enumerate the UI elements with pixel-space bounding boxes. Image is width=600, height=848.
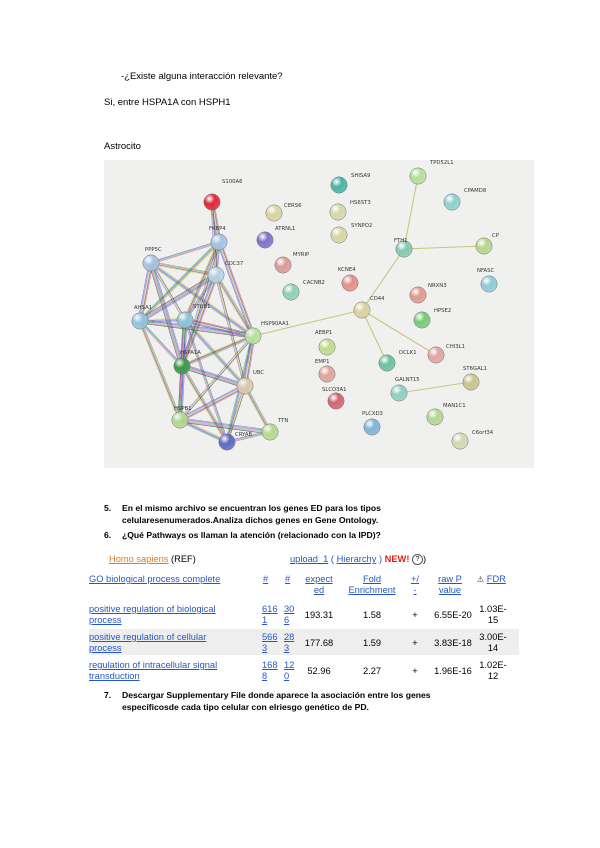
network-node-hspa1a: [174, 358, 190, 374]
upload-link[interactable]: upload_1: [290, 554, 329, 564]
fold-value: 2.27: [362, 666, 382, 676]
table-row-term[interactable]: [89, 604, 257, 626]
network-node-label: S100A6: [222, 179, 243, 185]
question-text: -¿Existe alguna interacción relevante?: [121, 71, 283, 82]
count-link[interactable]: 30: [284, 604, 295, 614]
term-link[interactable]: transduction: [89, 671, 140, 681]
hierarchy-open: (: [330, 554, 334, 564]
fdr-line: 12: [487, 671, 499, 681]
ref-count[interactable]: [262, 604, 278, 626]
network-node-label: MYRIP: [293, 252, 310, 258]
network-node-chi3l1: [428, 347, 444, 363]
network-node-nrxn3: [410, 287, 426, 303]
list-item-6: [104, 529, 381, 541]
close-paren: ): [423, 554, 427, 564]
network-node-dclk1: [379, 355, 395, 371]
list-item-7: [104, 689, 431, 713]
list-line: celularesenumerados.Analiza dichos genes en Gene Ontology.: [122, 515, 379, 525]
network-node-aebp1: [319, 339, 335, 355]
sign-value: +: [412, 666, 418, 676]
count-link[interactable]: 12: [284, 660, 295, 670]
term-link[interactable]: positive regulation of biological: [89, 604, 216, 614]
network-node-label: CRYAB: [235, 432, 253, 438]
network-node-label: HSP90AA1: [261, 321, 290, 327]
network-node-hsp90aa1: [245, 328, 261, 344]
ref-count-link[interactable]: 168: [262, 660, 278, 670]
network-node-label: KCNE4: [338, 267, 356, 273]
network-edge: [217, 243, 251, 337]
network-node-label: C6orf34: [472, 430, 494, 436]
network-node-atrnl1: [257, 232, 273, 248]
network-node-man1c1: [427, 409, 443, 425]
network-node-label: ST6GAL1: [463, 366, 488, 372]
network-edge: [139, 322, 179, 421]
network-node-cers6: [266, 205, 282, 221]
raw-p-value: 3.83E-18: [434, 638, 472, 648]
network-node-label: CERS6: [284, 203, 302, 209]
expected-value: 52.96: [307, 666, 331, 676]
header-ref-count[interactable]: #: [263, 574, 269, 584]
network-node-label: CD44: [370, 296, 385, 302]
warning-triangle-icon: ⚠: [477, 575, 485, 584]
network-node-label: ATRNL1: [275, 226, 296, 232]
fdr-value: [475, 604, 511, 626]
sign-value: +: [412, 638, 418, 648]
header-fold-line[interactable]: Fold: [362, 574, 382, 584]
network-node-myrip: [275, 257, 291, 273]
count[interactable]: [284, 604, 298, 626]
fdr-line: 15: [487, 615, 499, 625]
ref-count-link[interactable]: 3: [262, 643, 268, 653]
network-node-tpd52l1: [410, 168, 426, 184]
answer-text: Si, entre HSPA1A con HSPH1: [104, 97, 231, 108]
ref-count[interactable]: [262, 660, 278, 682]
network-node-st6gal1: [463, 374, 479, 390]
header-sign-line[interactable]: -: [413, 585, 417, 595]
term-link[interactable]: positive regulation of cellular: [89, 632, 207, 642]
network-edge: [399, 382, 471, 393]
header-sign-line[interactable]: +/: [410, 574, 419, 584]
network-node-label: FTH1: [394, 238, 408, 244]
count-link[interactable]: 28: [284, 632, 295, 642]
term-link[interactable]: process: [89, 615, 122, 625]
network-node-label: MAN1C1: [443, 403, 466, 409]
network-node-label: HSPA1A: [180, 350, 201, 356]
ref-count-link[interactable]: 8: [262, 671, 268, 681]
network-node-cd44: [354, 302, 370, 318]
network-node-plcxd3: [364, 419, 380, 435]
network-node-label: DCLK1: [399, 350, 417, 356]
header-count[interactable]: #: [285, 574, 291, 584]
network-node-label: EMP1: [315, 359, 330, 365]
list-line: En el mismo archivo se encuentran los genes ED para los tipos: [122, 503, 381, 513]
network-node-label: SYNPO2: [351, 223, 373, 229]
ref-count-link[interactable]: 1: [262, 615, 268, 625]
network-node-label: GALNT15: [395, 377, 420, 383]
header-expected-line[interactable]: ed: [313, 585, 325, 595]
section-title: Astrocito: [104, 141, 141, 152]
fdr-line: 1.02E-: [479, 660, 507, 670]
list-number: 6.: [104, 530, 112, 540]
header-sign[interactable]: [407, 574, 423, 596]
fdr-line: 14: [487, 643, 499, 653]
question-circle-icon[interactable]: ?: [412, 554, 423, 565]
network-node-ahsa1: [132, 313, 148, 329]
network-node-kcne4: [342, 275, 358, 291]
header-process[interactable]: GO biological process complete: [89, 574, 221, 584]
network-node-label: NFASC: [477, 268, 495, 274]
network-edge: [139, 322, 181, 367]
header-fdr-label[interactable]: FDR: [486, 574, 506, 584]
network-node-ubc: [237, 378, 253, 394]
network-node-label: AHSA1: [134, 305, 153, 311]
ref-count-link[interactable]: 616: [262, 604, 278, 614]
raw-p-value: 6.55E-20: [434, 610, 472, 620]
fold-value: 1.58: [362, 610, 382, 620]
header-raw-p[interactable]: [429, 574, 471, 596]
network-node-cpamd8: [444, 194, 460, 210]
table-row-term[interactable]: [89, 660, 257, 682]
fdr-value: [475, 660, 511, 682]
raw-p-value: 1.96E-16: [434, 666, 472, 676]
header-raw-p-line[interactable]: value: [438, 585, 462, 595]
network-node-synpo2: [331, 227, 347, 243]
list-line: Descargar Supplementary File donde aparece la asociación entre los genes: [122, 690, 431, 700]
network-node-label: UBC: [253, 370, 265, 376]
hierarchy-close: ): [378, 554, 383, 564]
network-node-label: CHI3L1: [446, 344, 465, 350]
network-node-hs6st3: [330, 204, 346, 220]
term-link[interactable]: regulation of intracellular signal: [89, 660, 218, 670]
count[interactable]: [284, 660, 298, 682]
sign-value: +: [412, 610, 418, 620]
network-node-slco3a1: [328, 393, 344, 409]
network-node-s100a6: [204, 194, 220, 210]
network-node-label: FKBP4: [209, 226, 226, 232]
count-link[interactable]: 3: [284, 643, 290, 653]
network-node-fkbp4: [211, 234, 227, 250]
network-node-label: PLCXD3: [362, 411, 383, 417]
new-badge: NEW!: [384, 554, 410, 564]
header-fold[interactable]: [345, 574, 399, 596]
network-node-cryab: [219, 434, 235, 450]
network-node-label: HS6ST3: [350, 200, 371, 206]
network-node-stub1: [177, 312, 193, 328]
network-node-label: CPAMD8: [464, 188, 487, 194]
species-ref: (REF): [171, 554, 196, 564]
header-raw-p-line[interactable]: raw P: [438, 574, 462, 584]
expected-value: 193.31: [304, 610, 334, 620]
network-node-label: TTN: [278, 418, 289, 424]
header-fdr[interactable]: [477, 574, 506, 585]
network-node-ppp5c: [143, 255, 159, 271]
ref-count[interactable]: [262, 632, 278, 654]
network-graph: [104, 160, 534, 468]
species-link[interactable]: Homo sapiens: [109, 554, 169, 564]
network-node-label: TPD52L1: [430, 160, 454, 166]
header-fold-line[interactable]: Enrichment: [348, 585, 396, 595]
fdr-value: [475, 632, 511, 654]
ref-count-link[interactable]: 566: [262, 632, 278, 642]
network-node-label: CDC37: [225, 261, 244, 267]
list-line: ¿Qué Pathways os llaman la atención (relacionado con la IPD)?: [122, 530, 381, 540]
network-edge: [140, 321, 180, 420]
table-row-term[interactable]: [89, 632, 257, 654]
network-node-label: HPSE2: [434, 308, 452, 314]
count[interactable]: [284, 632, 298, 654]
network-node-label: SHISA9: [351, 173, 371, 179]
network-node-hpse2: [414, 312, 430, 328]
header-expected[interactable]: [299, 574, 339, 596]
network-node-cdc37: [208, 267, 224, 283]
network-node-label: NRXN3: [428, 283, 447, 289]
network-edge: [404, 246, 484, 249]
count-link[interactable]: 6: [284, 615, 290, 625]
network-node-label: PPP5C: [145, 247, 162, 253]
network-node-cacnb2: [283, 284, 299, 300]
network-node-ttn: [262, 424, 278, 440]
list-item-5: [104, 502, 381, 526]
network-node-label: AEBP1: [315, 330, 333, 336]
network-node-label: STUB1: [193, 304, 211, 310]
network-node-hspb1: [172, 412, 188, 428]
list-number: 5.: [104, 503, 112, 513]
network-node-label: CP: [492, 233, 499, 239]
network-node-cp: [476, 238, 492, 254]
network-node-galnt15: [391, 385, 407, 401]
network-node-nfasc: [481, 276, 497, 292]
list-number: 7.: [104, 690, 112, 700]
fold-value: 1.59: [362, 638, 382, 648]
network-node-label: CACNB2: [303, 280, 325, 286]
network-node-label: SLCO3A1: [322, 387, 347, 393]
string-network-image: [104, 160, 534, 468]
list-line: específicosde cada tipo celular con elriesgo genético de PD.: [122, 702, 369, 712]
header-expected-line[interactable]: expect: [305, 574, 333, 584]
network-node-c6orf34: [452, 433, 468, 449]
term-link[interactable]: process: [89, 643, 122, 653]
expected-value: 177.68: [304, 638, 334, 648]
hierarchy-link[interactable]: Hierarchy: [336, 554, 377, 564]
count-link[interactable]: 0: [284, 671, 290, 681]
network-node-emp1: [319, 366, 335, 382]
network-node-label: HSPB1: [174, 406, 192, 412]
fdr-line: 1.03E-: [479, 604, 507, 614]
network-node-shisa9: [331, 177, 347, 193]
fdr-line: 3.00E-: [479, 632, 507, 642]
